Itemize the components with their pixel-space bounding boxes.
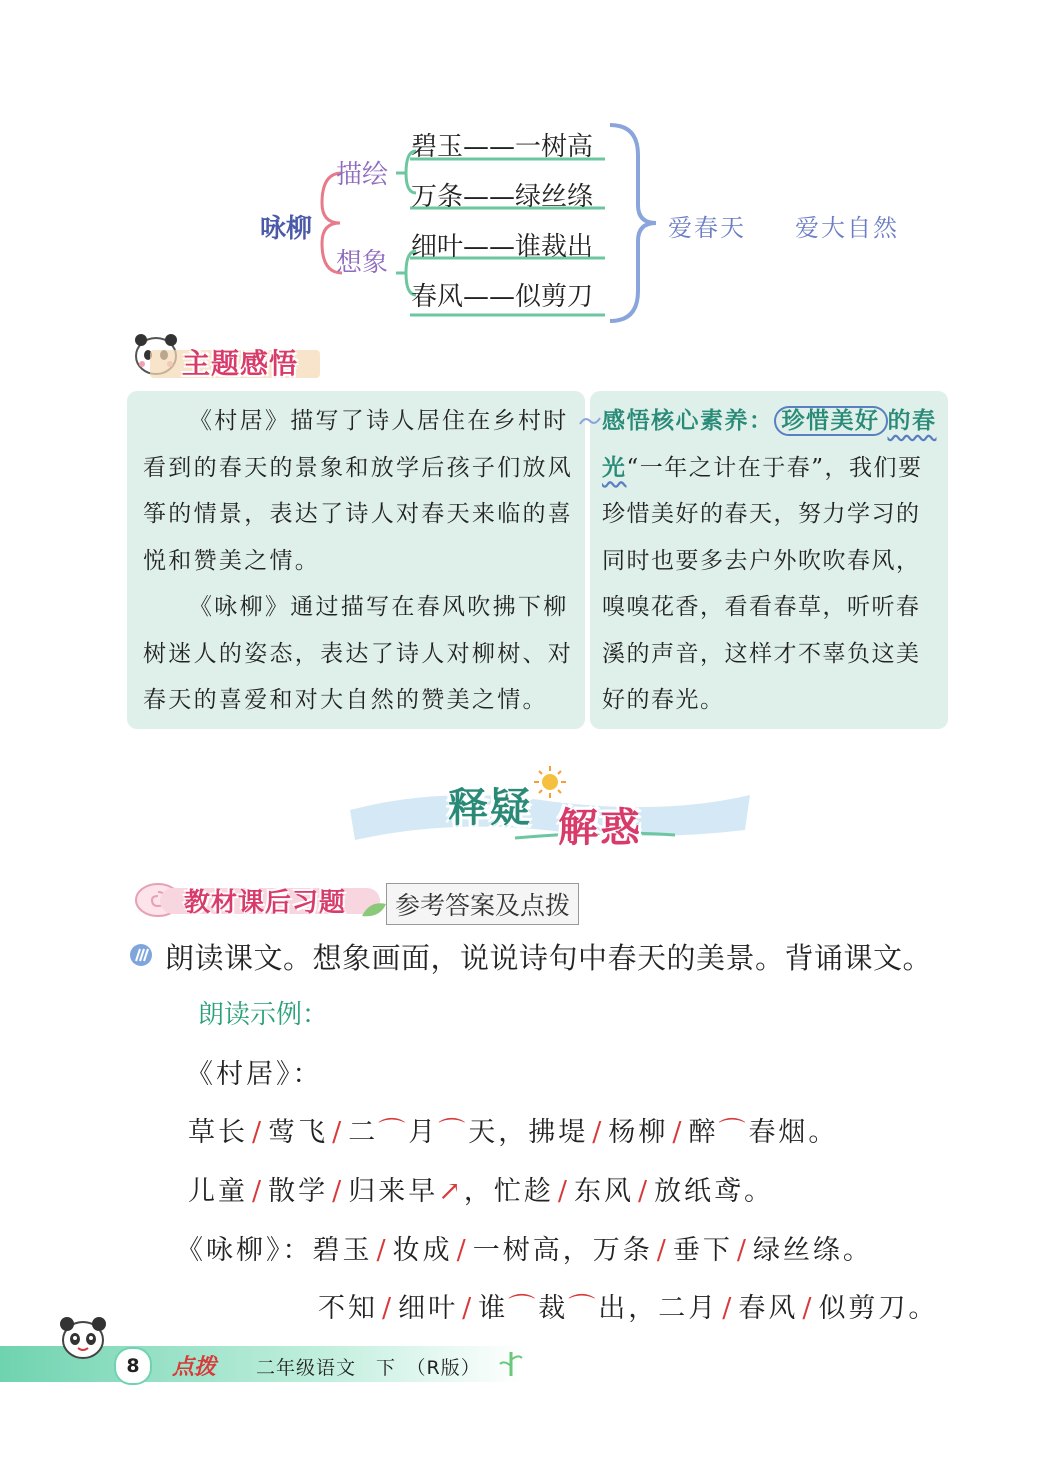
poem1-line2: 儿童 / 散学 / 归来早↗，忙趁 / 东风 / 放纸鸢。 (188, 1176, 775, 1207)
sun-icon (532, 764, 568, 800)
poem-segment: 草长 (188, 1117, 248, 1148)
poem2-line1: 《咏柳》：碧玉 / 妆成 / 一树高，万条 / 垂下 / 绿丝绦。 (176, 1235, 873, 1266)
box-connector-icon (578, 414, 602, 428)
footer-book-title: 二年级语文 下 （R版） (256, 1357, 481, 1379)
poem-segment: 醉 (688, 1117, 719, 1148)
poem2-title: 《咏柳》： (176, 1235, 313, 1266)
literacy-key-circled: 珍惜美好 (774, 406, 888, 436)
poem-segment: 天，拂堤 (468, 1117, 589, 1148)
mindmap-result-spring: 爱春天 (668, 214, 746, 242)
poem-segment: 春烟。 (748, 1117, 839, 1148)
poem-segment: 绿丝绦。 (752, 1235, 873, 1266)
literacy-label: 感悟核心素养： (602, 408, 774, 434)
page-number-badge (114, 1347, 152, 1385)
theme-literacy-text (602, 398, 942, 724)
poem-segment: 一树高，万条 (472, 1235, 653, 1266)
poem-segment: 似剪刀。 (818, 1293, 939, 1324)
literacy-key-underlined: 的春光 (602, 408, 937, 481)
exercise-question: 朗读课文。想象画面，说说诗句中春天的美景。背诵课文。 (165, 941, 933, 975)
poem-segment: 出，二月 (598, 1293, 719, 1324)
poem-segment: 放纸鸢。 (654, 1176, 775, 1207)
banner-title-part2: 解惑 (558, 805, 642, 851)
question-bullet-icon (128, 942, 154, 968)
exercise-title: 教材课后习题 (184, 888, 347, 918)
theme-para-village: 《村居》描写了诗人居住在乡村时看到的春天的景象和放学后孩子们放风筝的情景，表达了诗人对春天来临的喜悦和赞美之情。 (143, 408, 574, 574)
mindmap-branch-describe: 描绘 (336, 160, 389, 190)
poem-segment: 春风 (738, 1293, 799, 1324)
theme-title: 主题感悟 (182, 347, 299, 380)
mindmap-branch-imagine: 想象 (336, 248, 389, 278)
mindmap-leaf-2: 万条——绿丝绦 (411, 182, 594, 212)
page-number: 8 (126, 1355, 140, 1377)
poem-segment: 碧玉 (312, 1235, 373, 1266)
poem-segment: 妆成 (392, 1235, 453, 1266)
poem-segment: 东风 (573, 1176, 634, 1207)
poem-segment: 杨柳 (608, 1117, 669, 1148)
leaf-icon (360, 898, 388, 920)
poem-segment: 月 (408, 1117, 439, 1148)
exercise-answer-tag: 参考答案及点拨 (386, 883, 579, 925)
bamboo-icon (498, 1350, 524, 1378)
panda-footer-icon (56, 1314, 110, 1366)
poem1-line1: 草长 / 莺飞 / 二⌒月⌒天，拂堤 / 杨柳 / 醉⌒春烟。 (188, 1117, 839, 1148)
mindmap-root: 咏柳 (260, 214, 313, 244)
literacy-body: “一年之计在于春”，我们要珍惜美好的春天，努力学习的同时也要多去户外吹吹春风，嗅嗅花香，看看春草，听听春溪的声音，这样才不辜负这美好的春光。 (602, 454, 923, 713)
theme-para-willow: 《咏柳》通过描写在春风吹拂下柳树迷人的姿态，表达了诗人对柳树、对春天的喜爱和对大自然的赞美之情。 (143, 594, 574, 713)
poem-segment: 归来早 (348, 1176, 439, 1207)
poem-segment: 二 (348, 1117, 379, 1148)
poem-segment: 垂下 (672, 1235, 733, 1266)
poem-segment: 散学 (268, 1176, 329, 1207)
sample-label: 朗读示例： (198, 1000, 329, 1030)
poem-segment: ，忙趁 (463, 1176, 554, 1207)
mindmap-leaf-4: 春风——似剪刀 (411, 282, 594, 312)
mindmap-result-nature: 爱大自然 (795, 214, 899, 242)
banner-title-part1: 释疑 (448, 785, 532, 831)
mindmap-leaf-3: 细叶——谁裁出 (411, 232, 594, 262)
poem-segment: 莺飞 (268, 1117, 329, 1148)
poem-segment: 裁 (538, 1293, 569, 1324)
footer-brand: 点拨 (172, 1355, 217, 1380)
theme-summary-text (143, 398, 575, 724)
poem-segment: 谁 (478, 1293, 509, 1324)
poem2-line2: 不知 / 细叶 / 谁⌒裁⌒出，二月 / 春风 / 似剪刀。 (318, 1293, 939, 1324)
mindmap-leaf-1: 碧玉——一树高 (411, 132, 594, 162)
poem-segment: 细叶 (398, 1293, 459, 1324)
poem1-title: 《村居》： (186, 1059, 323, 1090)
poem-segment: 不知 (318, 1293, 378, 1324)
poem-segment: 儿童 (188, 1176, 248, 1207)
